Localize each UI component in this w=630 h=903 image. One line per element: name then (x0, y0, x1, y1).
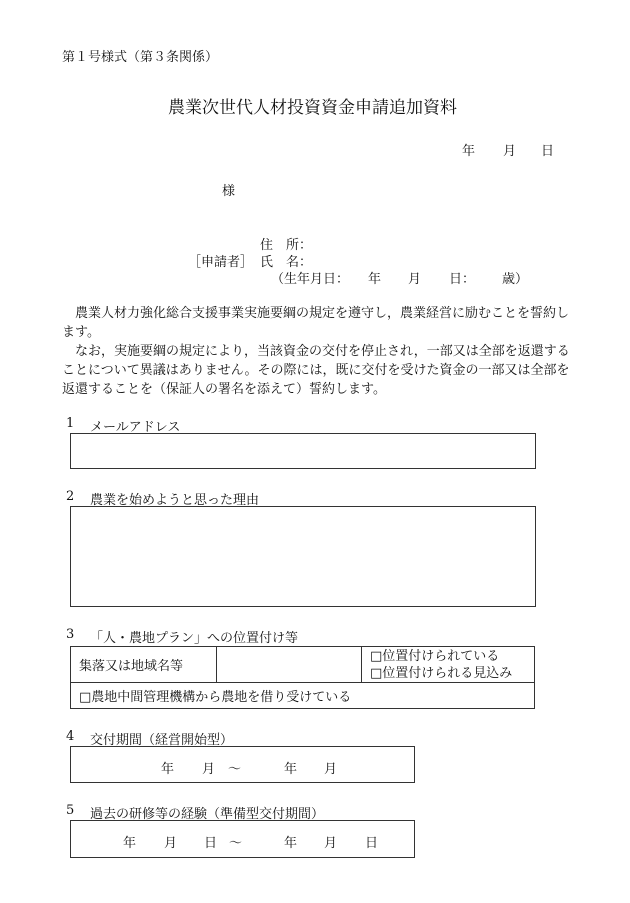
training-period-field[interactable] (70, 820, 415, 858)
grant-period-field[interactable] (70, 746, 415, 783)
pledge-paragraph-2: なお，実施要綱の規定により，当該資金の交付を停止され，一部又は全部を返還することについて異議はありません。その際には，既に交付を受けた資金の一部又は全部を返還することを（保証人の署名を添えて）誓約します。 (62, 344, 570, 397)
training-period-month-2: 月 (324, 836, 338, 851)
birth-day: 日： (449, 272, 476, 287)
training-period-year-2: 年 (284, 836, 298, 851)
section-1-label: メールアドレス (90, 420, 181, 435)
option-farmland-lease[interactable]: □農地中間管理機構から農地を借り受けている (71, 683, 535, 709)
grant-period-month-2: 月 (324, 762, 338, 777)
training-period-month-1: 月 (164, 836, 178, 851)
birth-year: 年 (368, 272, 382, 287)
grant-period-year-1: 年 (161, 762, 175, 777)
training-period-year-1: 年 (123, 836, 137, 851)
birth-month: 月 (408, 272, 422, 287)
area-name-field[interactable] (217, 647, 362, 683)
section-1-number: 1 (66, 416, 75, 431)
pledge-paragraph-1: 農業人材力強化総合支援事業実施要綱の規定を遵守し，農業経営に励むことを誓約します。 (62, 306, 570, 340)
email-field[interactable] (70, 433, 536, 469)
grant-period-year-2: 年 (284, 762, 298, 777)
training-period-tilde: ～ (229, 836, 243, 851)
training-period-day-2: 日 (365, 836, 379, 851)
option-expected[interactable]: □位置付けられる見込み (370, 665, 513, 681)
section-3-number: 3 (66, 627, 75, 642)
name-label: 氏 名： (260, 255, 313, 270)
plan-status-options (362, 647, 535, 683)
reason-field[interactable] (70, 506, 536, 607)
date-month: 月 (503, 144, 517, 159)
section-2-number: 2 (66, 489, 75, 504)
applicant-label: ［申請者］ (188, 255, 254, 270)
page-title: 農業次世代人材投資資金申請追加資料 (168, 98, 457, 118)
section-2-label: 農業を始めようと思った理由 (90, 493, 260, 508)
section-4-label: 交付期間（経営開始型） (90, 733, 234, 748)
section-5-number: 5 (66, 803, 75, 818)
age: 歳） (502, 272, 529, 287)
option-positioned[interactable]: □位置付けられている (370, 648, 500, 664)
section-4-number: 4 (66, 729, 75, 744)
section-3-label: 「人・農地プラン」への位置付け等 (90, 631, 299, 646)
birthdate-label: （生年月日： (271, 272, 350, 287)
pledge-text (62, 304, 574, 399)
area-name-label: 集落又は地域名等 (71, 647, 217, 683)
date-day: 日 (541, 144, 555, 159)
training-period-day-1: 日 (204, 836, 218, 851)
section-5-label: 過去の研修等の経験（準備型交付期間） (90, 807, 325, 822)
form-number: 第１号様式（第３条関係） (62, 50, 219, 65)
address-label: 住 所： (260, 238, 313, 253)
grant-period-month-1: 月 (202, 762, 216, 777)
addressee-suffix: 様 (222, 184, 236, 199)
grant-period-tilde: ～ (228, 762, 242, 777)
date-year: 年 (462, 144, 476, 159)
plan-table (70, 646, 535, 709)
